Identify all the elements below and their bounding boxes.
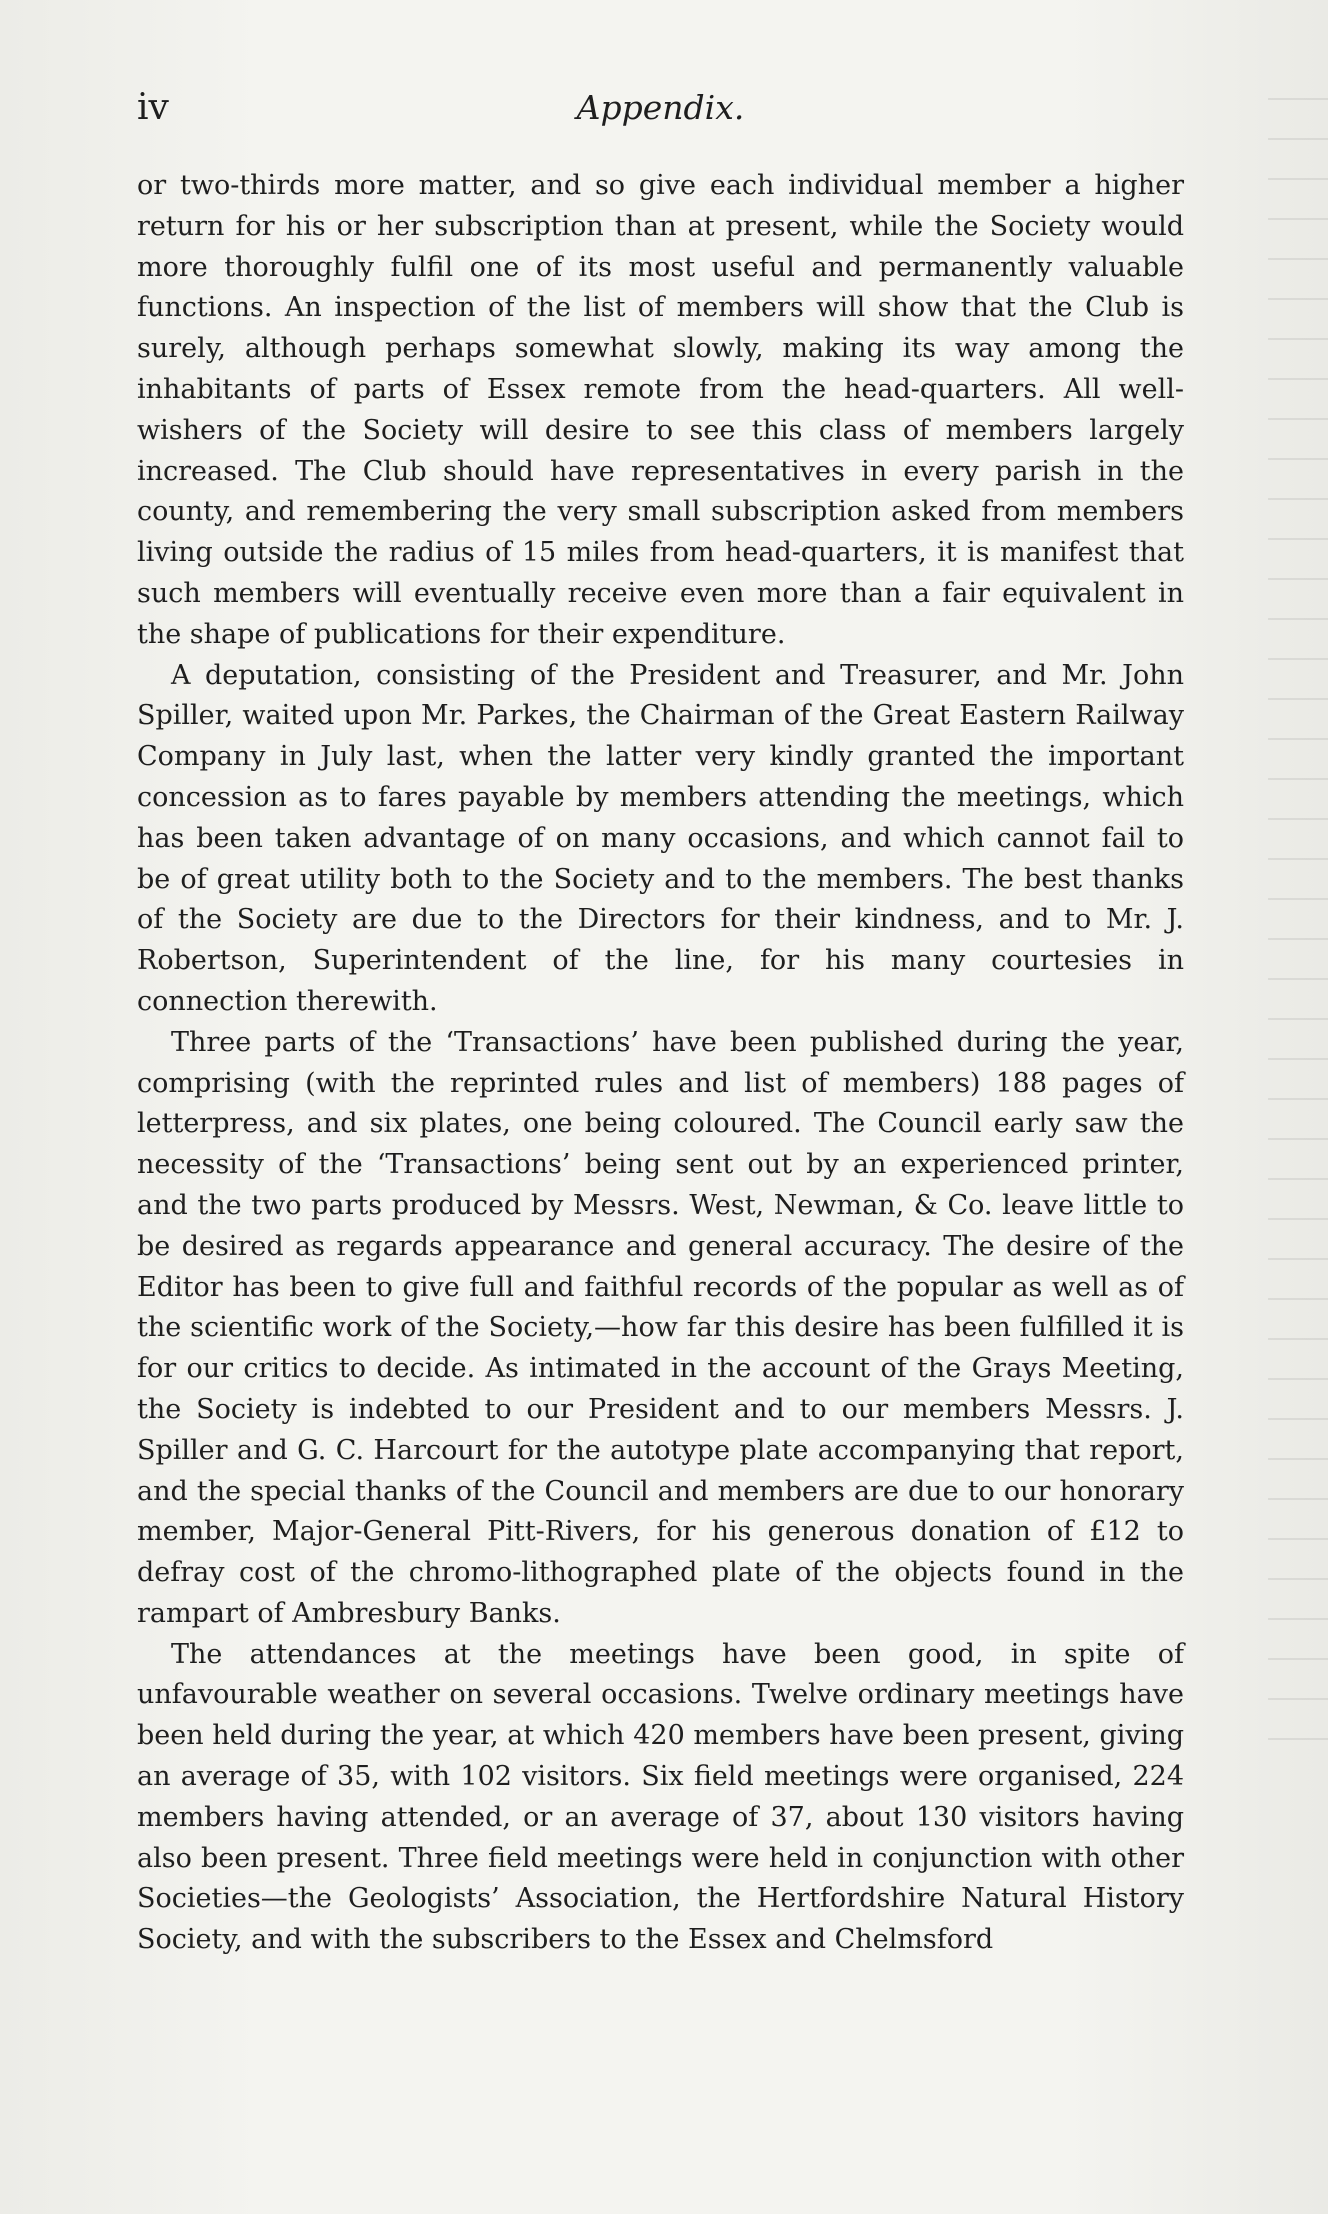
body-text xyxy=(137,166,1184,1961)
paragraph: The attendances at the meetings have been good, in spite of unfavourable weather on several occasions. Twelve ordinary meetings have been held during the year, at which 420 members have been present, giving an average of 35, with 102 visitors. Six field meetings were organised, 224 members having attended, or an average of 37, about 130 visitors having also been present. Three field meetings were held in conjunction with other Societies—the Geologists’ Association, the Hertfordshire Natural History Society, and with the subscribers to the Essex and Chelmsford xyxy=(137,1638,1184,1956)
running-head: Appendix. xyxy=(576,88,745,127)
page-number: iv xyxy=(137,87,169,128)
paragraph: Three parts of the ‘Transactions’ have been published during the year, comprising (with the reprinted rules and list of members) 188 pages of letterpress, and six plates, one being coloured. The Council early saw the necessity of the ‘Transactions’ being sent out by an experienced printer, and the two parts produced by Messrs. West, Newman, & Co. leave little to be desired as regards appearance and general accuracy. The desire of the Editor has been to give full and faithful records of the popular as well as of the scientific work of the Society,—how far this desire has been fulfilled it is for our critics to decide. As intimated in the account of the Grays Meeting, the Society is indebted to our President and to our members Messrs. J. Spiller and G. C. Harcourt for the autotype plate accompanying that report, and the special thanks of the Council and members are due to our honorary member, Major-General Pitt-Rivers, for his generous donation of £12 to defray cost of the chromo-lithographed plate of the objects found in the rampart of Ambresbury Banks. xyxy=(137,1026,1184,1629)
paragraph: A deputation, consisting of the President and Treasurer, and Mr. John Spiller, waited upon Mr. Parkes, the Chairman of the Great Eastern Railway Company in July last, when the latter very kindly granted the important concession as to fares payable by members attending the meetings, which has been taken advantage of on many occasions, and which cannot fail to be of great utility both to the Society and to the members. The best thanks of the Society are due to the Directors for their kindness, and to Mr. J. Robertson, Superintendent of the line, for his many courtesies in connection therewith. xyxy=(137,659,1184,1017)
paragraph: or two-thirds more matter, and so give each individual member a higher return for his or her subscription than at present, while the Society would more thoroughly fulfil one of its most useful and permanently valuable functions. An inspection of the list of members will show that the Club is surely, although perhaps somewhat slowly, making its way among the inhabitants of parts of Essex remote from the head-quarters. All well-wishers of the Society will desire to see this class of members largely increased. The Club should have representatives in every parish in the county, and remembering the very small subscription asked from members living outside the radius of 15 miles from head-quarters, it is manifest that such members will eventually receive even more than a fair equivalent in the shape of publications for their expenditure. xyxy=(137,170,1184,650)
show-through-shadow xyxy=(1268,60,1328,1760)
page-header xyxy=(137,84,1184,144)
